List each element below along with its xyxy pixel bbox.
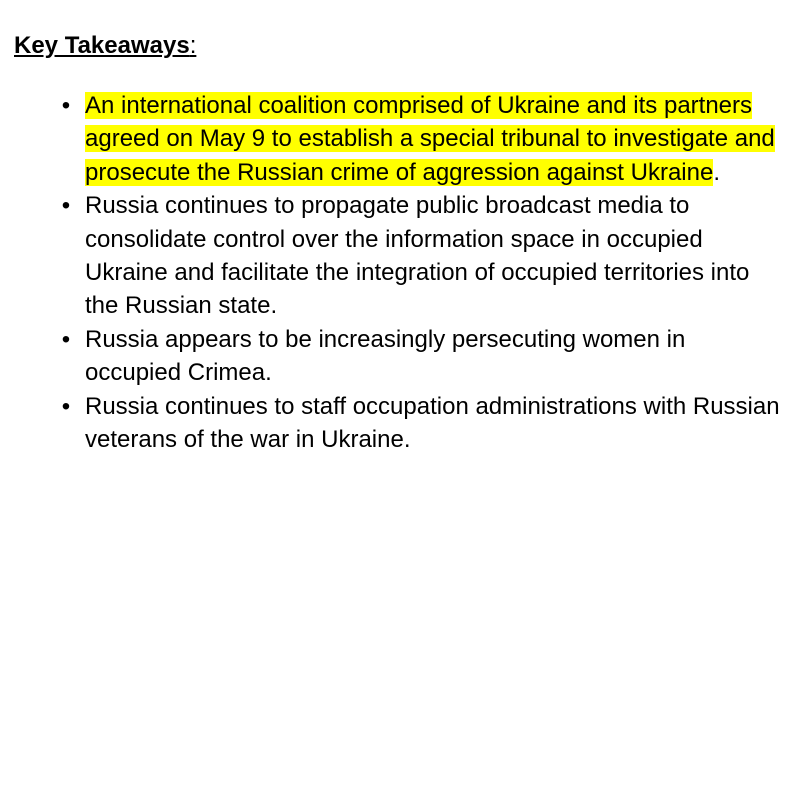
- takeaways-list: [14, 89, 784, 456]
- item-text: Russia appears to be increasingly persecuting women in occupied Crimea.: [85, 325, 686, 387]
- list-item: [14, 89, 784, 189]
- bullet-icon: •: [61, 92, 71, 119]
- bullet-icon: •: [61, 392, 71, 420]
- item-text: .: [713, 158, 720, 186]
- section-heading: [14, 28, 784, 64]
- heading-title: Key Takeaways: [14, 32, 190, 59]
- bullet-icon: •: [61, 192, 71, 220]
- list-item: [14, 189, 784, 323]
- item-text: Russia continues to propagate public broadcast media to consolidate control over the information space in occupied Ukraine and facilitate the integration of occupied territories into the Russian state.: [85, 192, 750, 320]
- list-item: [14, 323, 784, 390]
- document-body: [14, 28, 784, 454]
- list-item: [14, 390, 784, 457]
- item-text: Russia continues to staff occupation administrations with Russian veterans of the war in Ukraine.: [85, 392, 780, 454]
- bullet-icon: •: [61, 325, 71, 353]
- heading-colon: :: [189, 32, 197, 59]
- highlighted-text: An international coalition comprised of Ukraine and its partners agreed on May 9 to establish a special tribunal to investigate and prosecute the Russian crime of aggression against Ukraine: [85, 92, 775, 186]
